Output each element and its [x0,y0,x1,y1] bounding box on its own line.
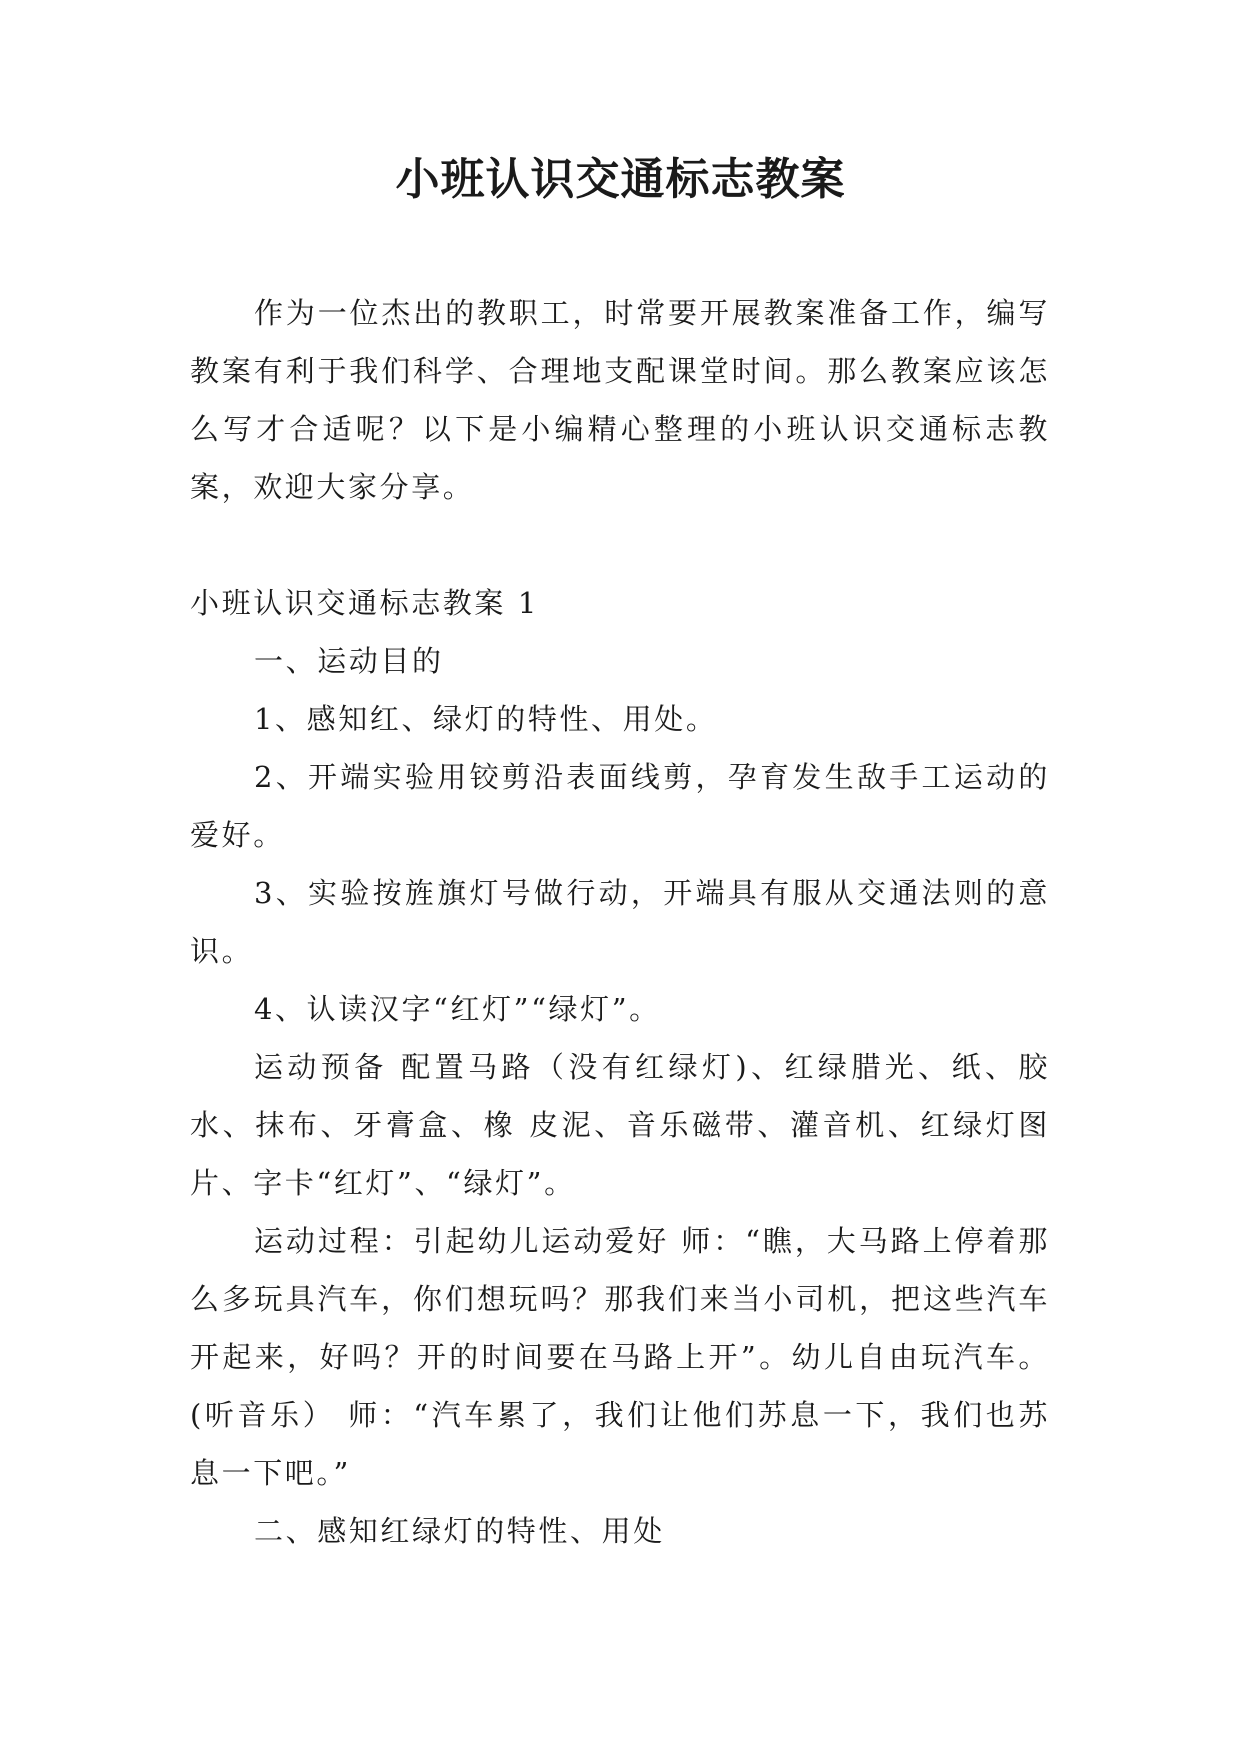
document-body [190,284,1050,1560]
paragraph-objective-3: 3、实验按旌旗灯号做行动，开端具有服从交通法则的意识。 [190,876,1050,968]
paragraph-process: 运动过程：引起幼儿运动爱好 师：“瞧，大马路上停着那么多玩具汽车，你们想玩吗？那我们来当小司机，把这些汽车开起来，好吗？开的时间要在马路上开”。幼儿自由玩汽车。(听音乐） 师：“汽车累了，我们让他们苏息一下，我们也苏息一下吧。” [190,1224,1050,1490]
paragraph-objective-1: 1、感知红、绿灯的特性、用处。 [254,702,718,736]
intro-paragraph: 作为一位杰出的教职工，时常要开展教案准备工作，编写教案有利于我们科学、合理地支配课堂时间。那么教案应该怎么写才合适呢？以下是小编精心整理的小班认识交通标志教案，欢迎大家分享。 [190,296,1050,504]
paragraph-preparation: 运动预备 配置马路（没有红绿灯)、红绿腊光、纸、胶水、抹布、牙膏盒、橡 皮泥、音乐磁带、灌音机、红绿灯图片、字卡“红灯”、“绿灯”。 [190,1050,1050,1200]
document-title: 小班认识交通标志教案 [395,154,846,205]
paragraph-section-two-heading: 二、感知红绿灯的特性、用处 [254,1514,665,1548]
section-title: 小班认识交通标志教案 1 [190,586,539,620]
paragraph-objective-4: 4、认读汉字“红灯”“绿灯”。 [254,992,661,1026]
paragraph-objectives-heading: 一、运动目的 [254,644,444,678]
paragraph-objective-2: 2、开端实验用铰剪沿表面线剪，孕育发生敌手工运动的爱好。 [190,760,1050,852]
